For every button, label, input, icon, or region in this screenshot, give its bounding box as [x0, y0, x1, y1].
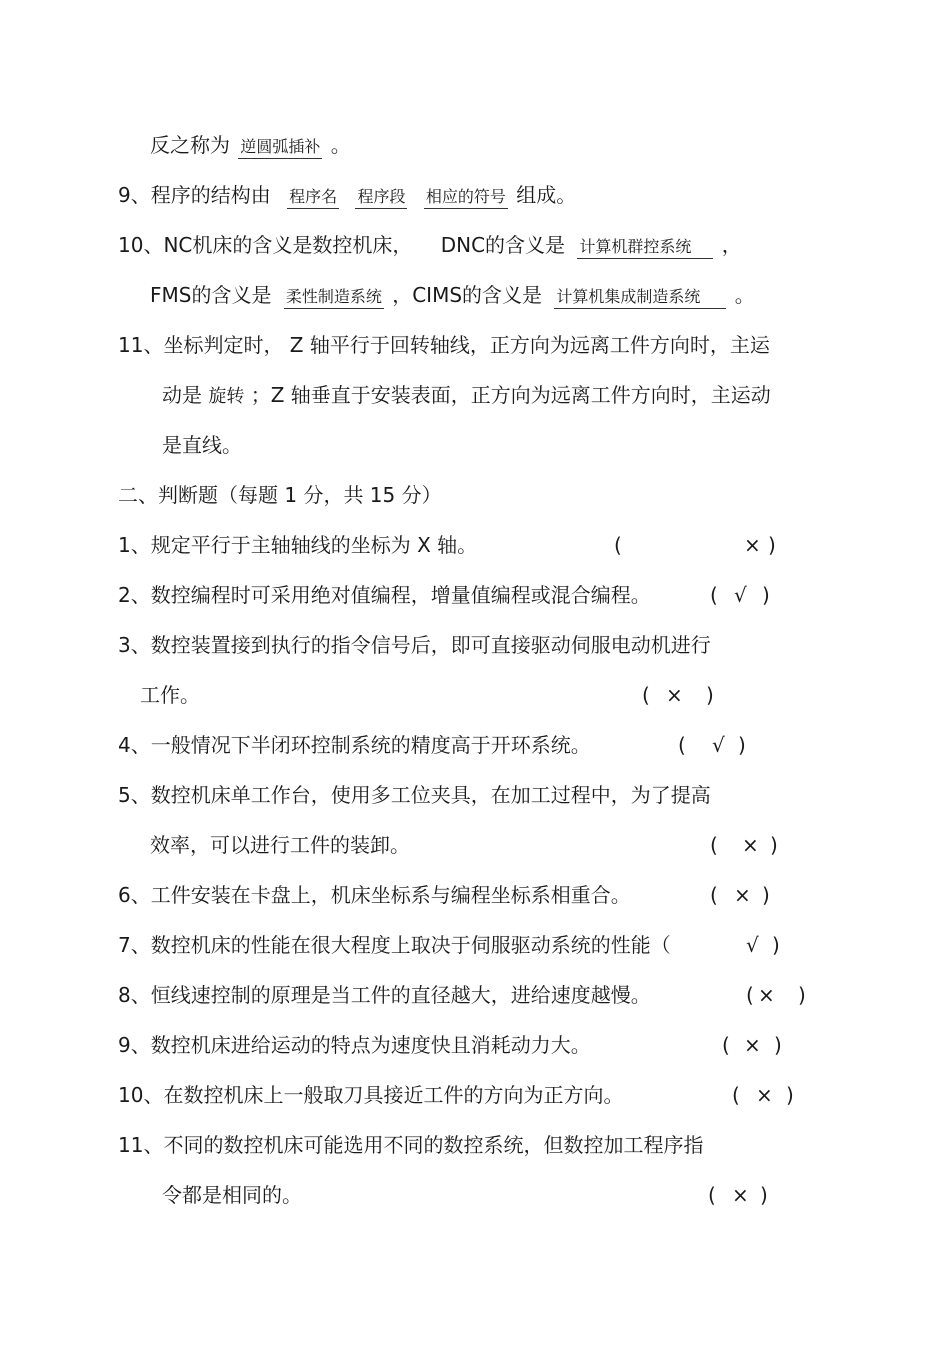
answer-mark: × [758, 983, 775, 1007]
question-text: 效率，可以进行工件的装卸。 [150, 833, 410, 857]
question-text: 7、数控机床的性能在很大程度上取决于伺服驱动系统的性能（ [118, 933, 671, 957]
line-text: 动是 [162, 383, 202, 407]
answer-mark: × [734, 883, 751, 907]
question-text: 2、数控编程时可采用绝对值编程，增量值编程或混合编程。 [118, 583, 651, 607]
judgment-item-10 [118, 1080, 818, 1110]
blank-line-7 [162, 430, 242, 460]
close-paren: ) [738, 733, 746, 757]
judgment-item-5-cont [150, 830, 850, 860]
close-paren: ) [762, 583, 770, 607]
answer-blank: 计算机集成制造系统 [554, 286, 726, 309]
answer-mark: × [732, 1183, 749, 1207]
answer-inline: 旋转 [208, 386, 245, 407]
blank-line-6 [162, 380, 771, 410]
answer-mark: × [666, 683, 683, 707]
question-text: 6、工件安装在卡盘上，机床坐标系与编程坐标系相重合。 [118, 883, 631, 907]
answer-mark: × [744, 533, 761, 557]
line-text: 9、程序的结构由 [118, 183, 271, 207]
judgment-item-11 [118, 1130, 818, 1160]
open-paren: ( [746, 983, 754, 1007]
open-paren: ( [722, 1033, 730, 1057]
open-paren: ( [710, 833, 718, 857]
judgment-item-8 [118, 980, 818, 1010]
judgment-item-7 [118, 930, 818, 960]
line-text: 反之称为 [150, 133, 230, 157]
answer-mark: × [756, 1083, 773, 1107]
line-text: FMS的含义是 [150, 283, 272, 307]
judgment-item-3-cont [140, 680, 840, 710]
judgment-item-6 [118, 880, 818, 910]
open-paren: ( [614, 533, 622, 557]
open-paren: ( [642, 683, 650, 707]
question-text: 工作。 [140, 683, 200, 707]
close-paren: ) [786, 1083, 794, 1107]
line-text: ，CIMS的含义是 [392, 283, 543, 307]
question-text: 5、数控机床单工作台，使用多工位夹具，在加工过程中，为了提高 [118, 783, 711, 807]
close-paren: ) [760, 1183, 768, 1207]
answer-blank: 柔性制造系统 [284, 286, 384, 309]
close-paren: ) [762, 883, 770, 907]
judgment-item-3 [118, 630, 818, 660]
open-paren: ( [710, 583, 718, 607]
line-text: 是直线。 [162, 433, 242, 457]
open-paren: ( [708, 1183, 716, 1207]
judgment-item-2 [118, 580, 818, 610]
question-text: 令都是相同的。 [162, 1183, 302, 1207]
question-text: 1、规定平行于主轴轴线的坐标为 X 轴。 [118, 533, 478, 557]
blank-line-5 [118, 330, 770, 360]
answer-blank: 计算机群控系统 [577, 236, 713, 259]
blank-line-4 [150, 280, 755, 310]
question-text: 8、恒线速控制的原理是当工件的直径越大，进给速度越慢。 [118, 983, 651, 1007]
question-text: 11、不同的数控机床可能选用不同的数控系统，但数控加工程序指 [118, 1133, 704, 1157]
answer-blank: 程序段 [355, 186, 407, 209]
answer-mark: × [742, 833, 759, 857]
close-paren: ) [772, 933, 780, 957]
answer-blank: 相应的符号 [424, 186, 508, 209]
answer-mark: √ [734, 583, 747, 607]
close-paren: ) [770, 833, 778, 857]
line-text: 。 [734, 283, 755, 307]
close-paren: ) [774, 1033, 782, 1057]
question-text: 10、在数控机床上一般取刀具接近工件的方向为正方向。 [118, 1083, 624, 1107]
blank-line-2 [118, 180, 576, 210]
line-text: 组成。 [516, 183, 577, 207]
open-paren: ( [732, 1083, 740, 1107]
answer-blank: 逆圆弧插补 [238, 136, 322, 159]
question-text: 9、数控机床进给运动的特点为速度快且消耗动力大。 [118, 1033, 591, 1057]
judgment-item-1 [118, 530, 818, 560]
answer-mark: √ [746, 933, 759, 957]
question-text: 3、数控装置接到执行的指令信号后，即可直接驱动伺服电动机进行 [118, 633, 711, 657]
blank-line-1 [150, 130, 351, 160]
judgment-item-5 [118, 780, 818, 810]
close-paren: ) [768, 533, 776, 557]
answer-mark: × [744, 1033, 761, 1057]
close-paren: ) [798, 983, 806, 1007]
line-text: 11、坐标判定时， Z 轴平行于回转轴线，正方向为远离工件方向时，主运 [118, 333, 770, 357]
question-text: 4、一般情况下半闭环控制系统的精度高于开环系统。 [118, 733, 591, 757]
line-text: DNC的含义是 [440, 233, 566, 257]
line-text: ；Z 轴垂直于安装表面，正方向为远离工件方向时，主运动 [250, 383, 771, 407]
close-paren: ) [706, 683, 714, 707]
judgment-item-9 [118, 1030, 818, 1060]
judgment-item-11-cont [162, 1180, 862, 1210]
section-title-text: 二、判断题（每题 1 分，共 15 分） [118, 483, 442, 507]
blank-line-3 [118, 230, 742, 260]
open-paren: ( [710, 883, 718, 907]
answer-mark: √ [712, 733, 725, 757]
line-text: 10、NC机床的含义是数控机床， [118, 233, 413, 257]
judgment-item-4 [118, 730, 818, 760]
open-paren: ( [678, 733, 686, 757]
line-text: ， [721, 233, 742, 257]
line-text: 。 [330, 133, 351, 157]
answer-blank: 程序名 [287, 186, 339, 209]
section-title [118, 480, 442, 510]
